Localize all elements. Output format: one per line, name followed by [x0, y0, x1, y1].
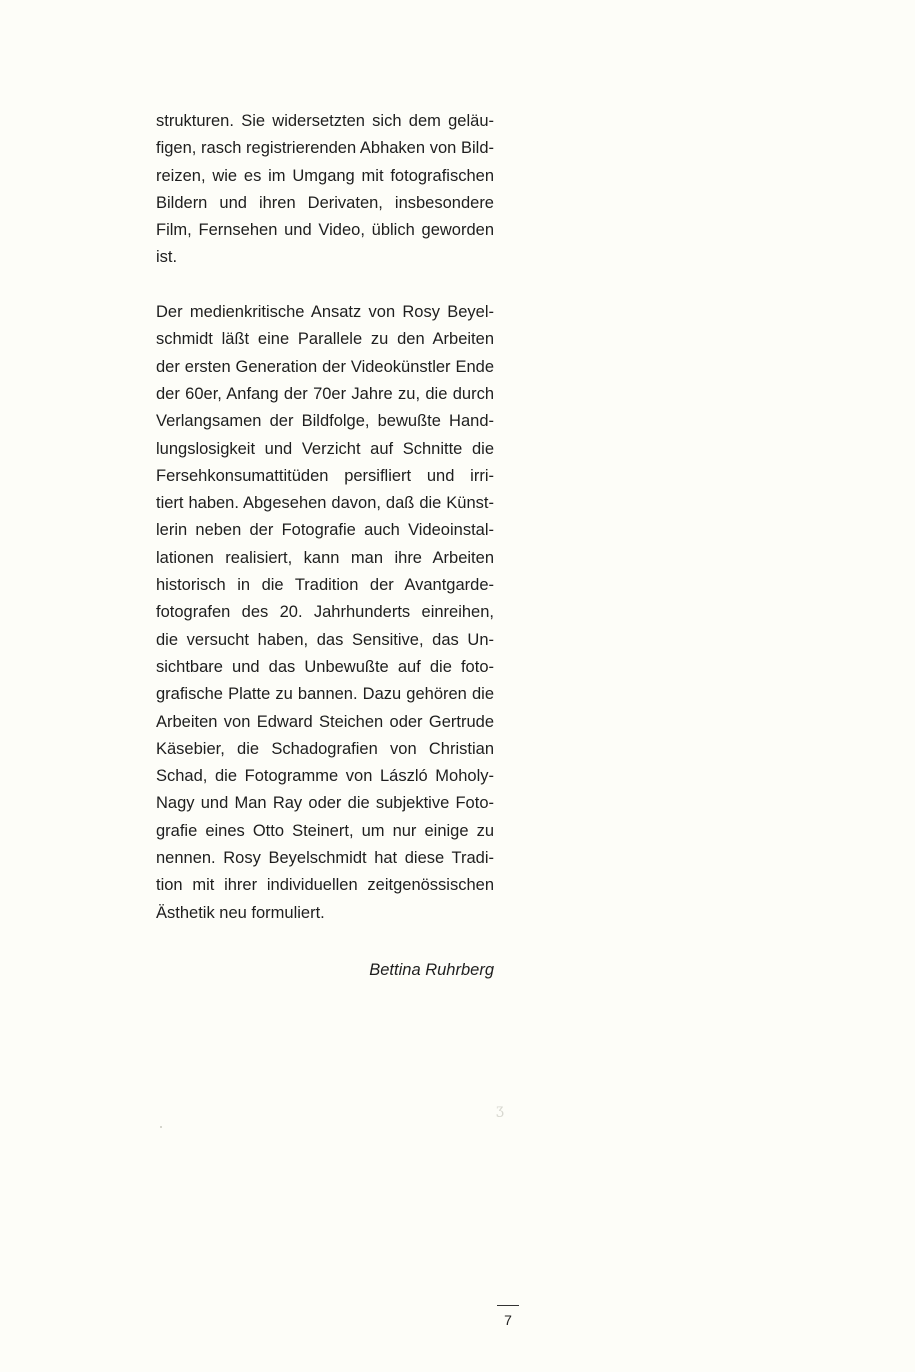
- author-signature: Bettina Ruhrberg: [369, 961, 494, 979]
- text-line: fotografen des 20. Jahrhunderts einreihen,: [156, 603, 494, 622]
- text-line: Film, Fernsehen und Video, üblich geworden: [156, 221, 494, 240]
- text-line: historisch in die Tradition der Avantgarde-: [156, 576, 494, 595]
- paragraph-gap: [156, 272, 494, 299]
- text-line: ist.: [156, 248, 178, 267]
- text-line: reizen, wie es im Umgang mit fotografischen: [156, 166, 494, 185]
- page-number-rule: [497, 1305, 519, 1306]
- text-line: Nagy und Man Ray oder die subjektive Foto-: [156, 794, 494, 813]
- text-line: grafische Platte zu bannen. Dazu gehören die: [156, 685, 494, 704]
- text-line: die versucht haben, das Sensitive, das Un-: [156, 630, 494, 649]
- text-line: der 60er, Anfang der 70er Jahre zu, die durch: [156, 384, 494, 403]
- paragraph-2: [156, 299, 494, 927]
- text-line: Fersehkonsumattitüden persifliert und irri-: [156, 466, 494, 485]
- paper-speck: [160, 1126, 162, 1128]
- text-line: sichtbare und das Unbewußte auf die foto-: [156, 657, 494, 676]
- text-line: lationen realisiert, kann man ihre Arbeiten: [156, 548, 494, 567]
- text-line: Der medienkritische Ansatz von Rosy Beyel-: [156, 303, 494, 322]
- text-line: tion mit ihrer individuellen zeitgenössischen: [156, 876, 494, 895]
- text-line: lungslosigkeit und Verzicht auf Schnitte die: [156, 439, 494, 458]
- page-number: 7: [504, 1312, 512, 1328]
- text-line: Arbeiten von Edward Steichen oder Gertrude: [156, 712, 494, 731]
- text-line: schmidt läßt eine Parallele zu den Arbeiten: [156, 330, 494, 349]
- text-line: Schad, die Fotogramme von László Moholy-: [156, 767, 494, 786]
- text-line: grafie eines Otto Steinert, um nur einige zu: [156, 821, 494, 840]
- text-line: tiert haben. Abgesehen davon, daß die Künst-: [156, 494, 494, 513]
- text-line: Bildern und ihren Derivaten, insbesondere: [156, 193, 494, 212]
- text-line: Verlangsamen der Bildfolge, bewußte Hand-: [156, 412, 494, 431]
- text-line: Ästhetik neu formuliert.: [156, 903, 325, 922]
- paragraph-1: [156, 108, 494, 272]
- faint-pencil-mark: ʒ: [496, 1102, 504, 1118]
- text-column: [156, 108, 494, 927]
- text-line: der ersten Generation der Videokünstler Ende: [156, 357, 494, 376]
- text-line: nennen. Rosy Beyelschmidt hat diese Tradi-: [156, 849, 494, 868]
- text-line: figen, rasch registrierenden Abhaken von Bild-: [156, 139, 494, 158]
- text-line: strukturen. Sie widersetzten sich dem geläu-: [156, 112, 494, 130]
- text-line: lerin neben der Fotografie auch Videoinstal-: [156, 521, 494, 540]
- text-line: Käsebier, die Schadografien von Christian: [156, 739, 494, 758]
